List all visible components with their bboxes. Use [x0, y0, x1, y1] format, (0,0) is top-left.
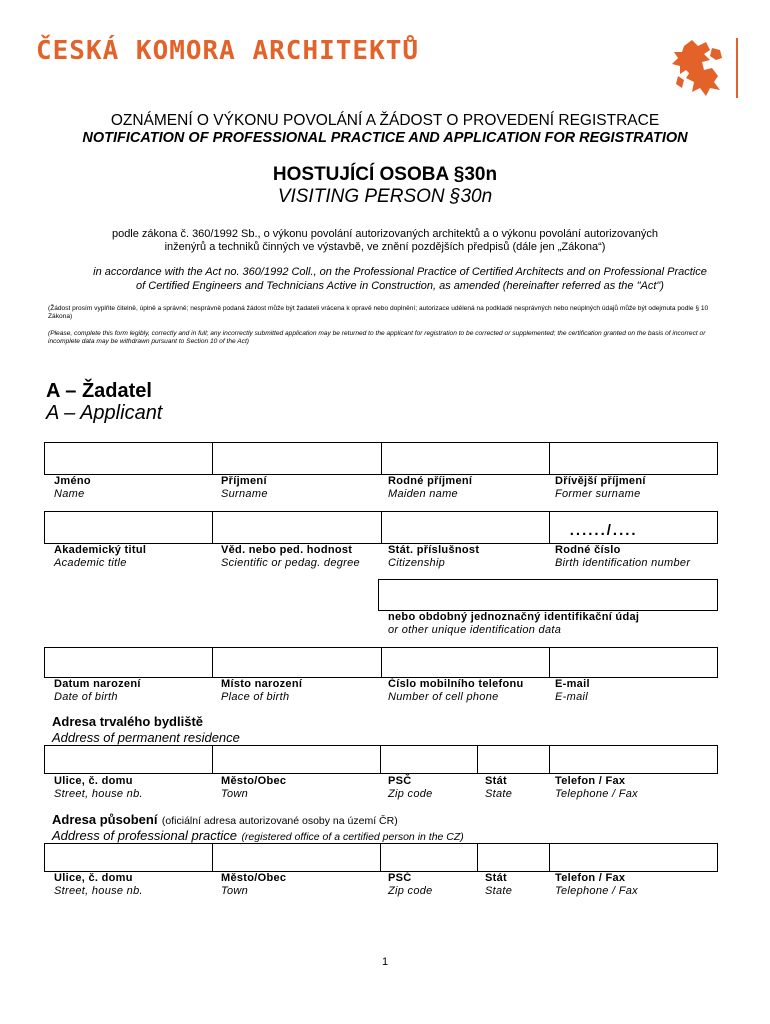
czech-lion-logo-icon: [666, 36, 742, 100]
residence-state-field[interactable]: [478, 746, 550, 773]
label-place-of-birth: Místo narození Place of birth: [221, 678, 303, 703]
birth-number-mask: ....../....: [569, 522, 638, 539]
instruction-note-czech: (Žádost prosím vyplňte čitelně, úplně a správně; nesprávně podaná žádost může být žadateli vrácena k opravě nebo doplnění; autorizace udělená na podkladě nesprávných nebo neúplných údajů může být odejmuta podle § 10 Zákona): [48, 305, 709, 320]
former-surname-field[interactable]: [550, 443, 717, 474]
subtitle-english: VISITING PERSON §30n: [277, 186, 493, 207]
label-practice-town: Město/Obec Town: [221, 872, 287, 897]
label-residence-phone: Telefon / Fax Telephone / Fax: [555, 775, 638, 800]
instruction-note-english: (Please, complete this form legibly, correctly and in full; any incorrectly submitted application may be returned to the applicant for registration to be corrected or supplemented; the certification granted on the basis of incorrect or incomplete data may be withdrawn pursuant to Section 10 of the Act): [48, 330, 706, 345]
practice-heading: Adresa působení (oficiální adresa autorizované osoby na území ČR): [52, 812, 398, 827]
law-reference-czech: podle zákona č. 360/1992 Sb., o výkonu povolání autorizovaných architektů a o výkonu povolání autorizovaných inženýrů a techniků činných ve výstavbě, ve znění pozdějších předpisů (dále jen „Zákona“): [111, 228, 659, 253]
label-maiden-name: Rodné příjmení Maiden name: [388, 475, 473, 500]
label-name: Jméno Name: [54, 475, 91, 500]
label-practice-phone: Telefon / Fax Telephone / Fax: [555, 872, 638, 897]
residence-zip-field[interactable]: [381, 746, 478, 773]
birth-number-field[interactable]: [550, 512, 717, 543]
title-czech: OZNÁMENÍ O VÝKONU POVOLÁNÍ A ŽÁDOST O PROVEDENÍ REGISTRACE: [110, 112, 660, 129]
title-english: NOTIFICATION OF PROFESSIONAL PRACTICE AND APPLICATION FOR REGISTRATION: [82, 130, 688, 146]
page-number: 1: [381, 956, 389, 968]
section-a-title-english: A – Applicant: [46, 402, 163, 424]
label-practice-street: Ulice, č. domu Street, house nb.: [54, 872, 143, 897]
subtitle-czech: HOSTUJÍCÍ OSOBA §30n: [272, 164, 498, 185]
label-academic-title: Akademický titul Academic title: [54, 544, 147, 569]
practice-row: [44, 843, 718, 872]
residence-heading-english: Address of permanent residence: [52, 730, 240, 745]
label-practice-state: Stát State: [485, 872, 513, 897]
practice-town-field[interactable]: [213, 844, 381, 871]
label-surname: Příjmení Surname: [221, 475, 268, 500]
label-residence-street: Ulice, č. domu Street, house nb.: [54, 775, 143, 800]
academic-title-field[interactable]: [45, 512, 213, 543]
label-former-surname: Dřívější příjmení Former surname: [555, 475, 646, 500]
label-scientific-degree: Věd. nebo ped. hodnost Scientific or pedag. degree: [221, 544, 360, 569]
label-citizenship: Stát. příslušnost Citizenship: [388, 544, 480, 569]
date-of-birth-field[interactable]: [45, 648, 213, 677]
cell-phone-field[interactable]: [382, 648, 550, 677]
label-practice-zip: PSČ Zip code: [388, 872, 433, 897]
practice-heading-english: Address of professional practice (registered office of a certified person in the CZ): [52, 828, 464, 843]
label-date-of-birth: Datum narození Date of birth: [54, 678, 141, 703]
applicant-row-1: [44, 442, 718, 475]
maiden-name-field[interactable]: [382, 443, 550, 474]
citizenship-field[interactable]: [382, 512, 550, 543]
law-reference-english: in accordance with the Act no. 360/1992 Coll., on the Professional Practice of Certified Architects and on Professional Practice of Certified Engineers and Technicians Active in Construction, as amended (hereinafter referred as the "Act"): [93, 266, 707, 292]
first-name-field[interactable]: [45, 443, 213, 474]
chamber-name: ČESKÁ KOMORA ARCHITEKTŮ: [36, 36, 420, 66]
label-residence-zip: PSČ Zip code: [388, 775, 433, 800]
place-of-birth-field[interactable]: [213, 648, 381, 677]
label-cell-phone: Číslo mobilního telefonu Number of cell phone: [388, 678, 524, 703]
applicant-row-3: [44, 647, 718, 678]
practice-state-field[interactable]: [478, 844, 550, 871]
label-residence-state: Stát State: [485, 775, 513, 800]
label-residence-town: Město/Obec Town: [221, 775, 287, 800]
residence-row: [44, 745, 718, 774]
applicant-row-2: [44, 511, 718, 544]
scientific-degree-field[interactable]: [213, 512, 381, 543]
practice-street-field[interactable]: [45, 844, 213, 871]
section-a-title: A – Žadatel: [46, 380, 152, 402]
residence-heading: Adresa trvalého bydliště: [52, 714, 203, 729]
label-other-id: nebo obdobný jednoznačný identifikační údaj or other unique identification data: [388, 611, 640, 636]
label-birth-number: Rodné číslo Birth identification number: [555, 544, 691, 569]
email-field[interactable]: [550, 648, 717, 677]
residence-street-field[interactable]: [45, 746, 213, 773]
practice-zip-field[interactable]: [381, 844, 478, 871]
residence-town-field[interactable]: [213, 746, 381, 773]
residence-phone-field[interactable]: [550, 746, 717, 773]
other-id-field[interactable]: [378, 579, 718, 611]
surname-field[interactable]: [213, 443, 381, 474]
practice-phone-field[interactable]: [550, 844, 717, 871]
label-email: E-mail E-mail: [555, 678, 590, 703]
